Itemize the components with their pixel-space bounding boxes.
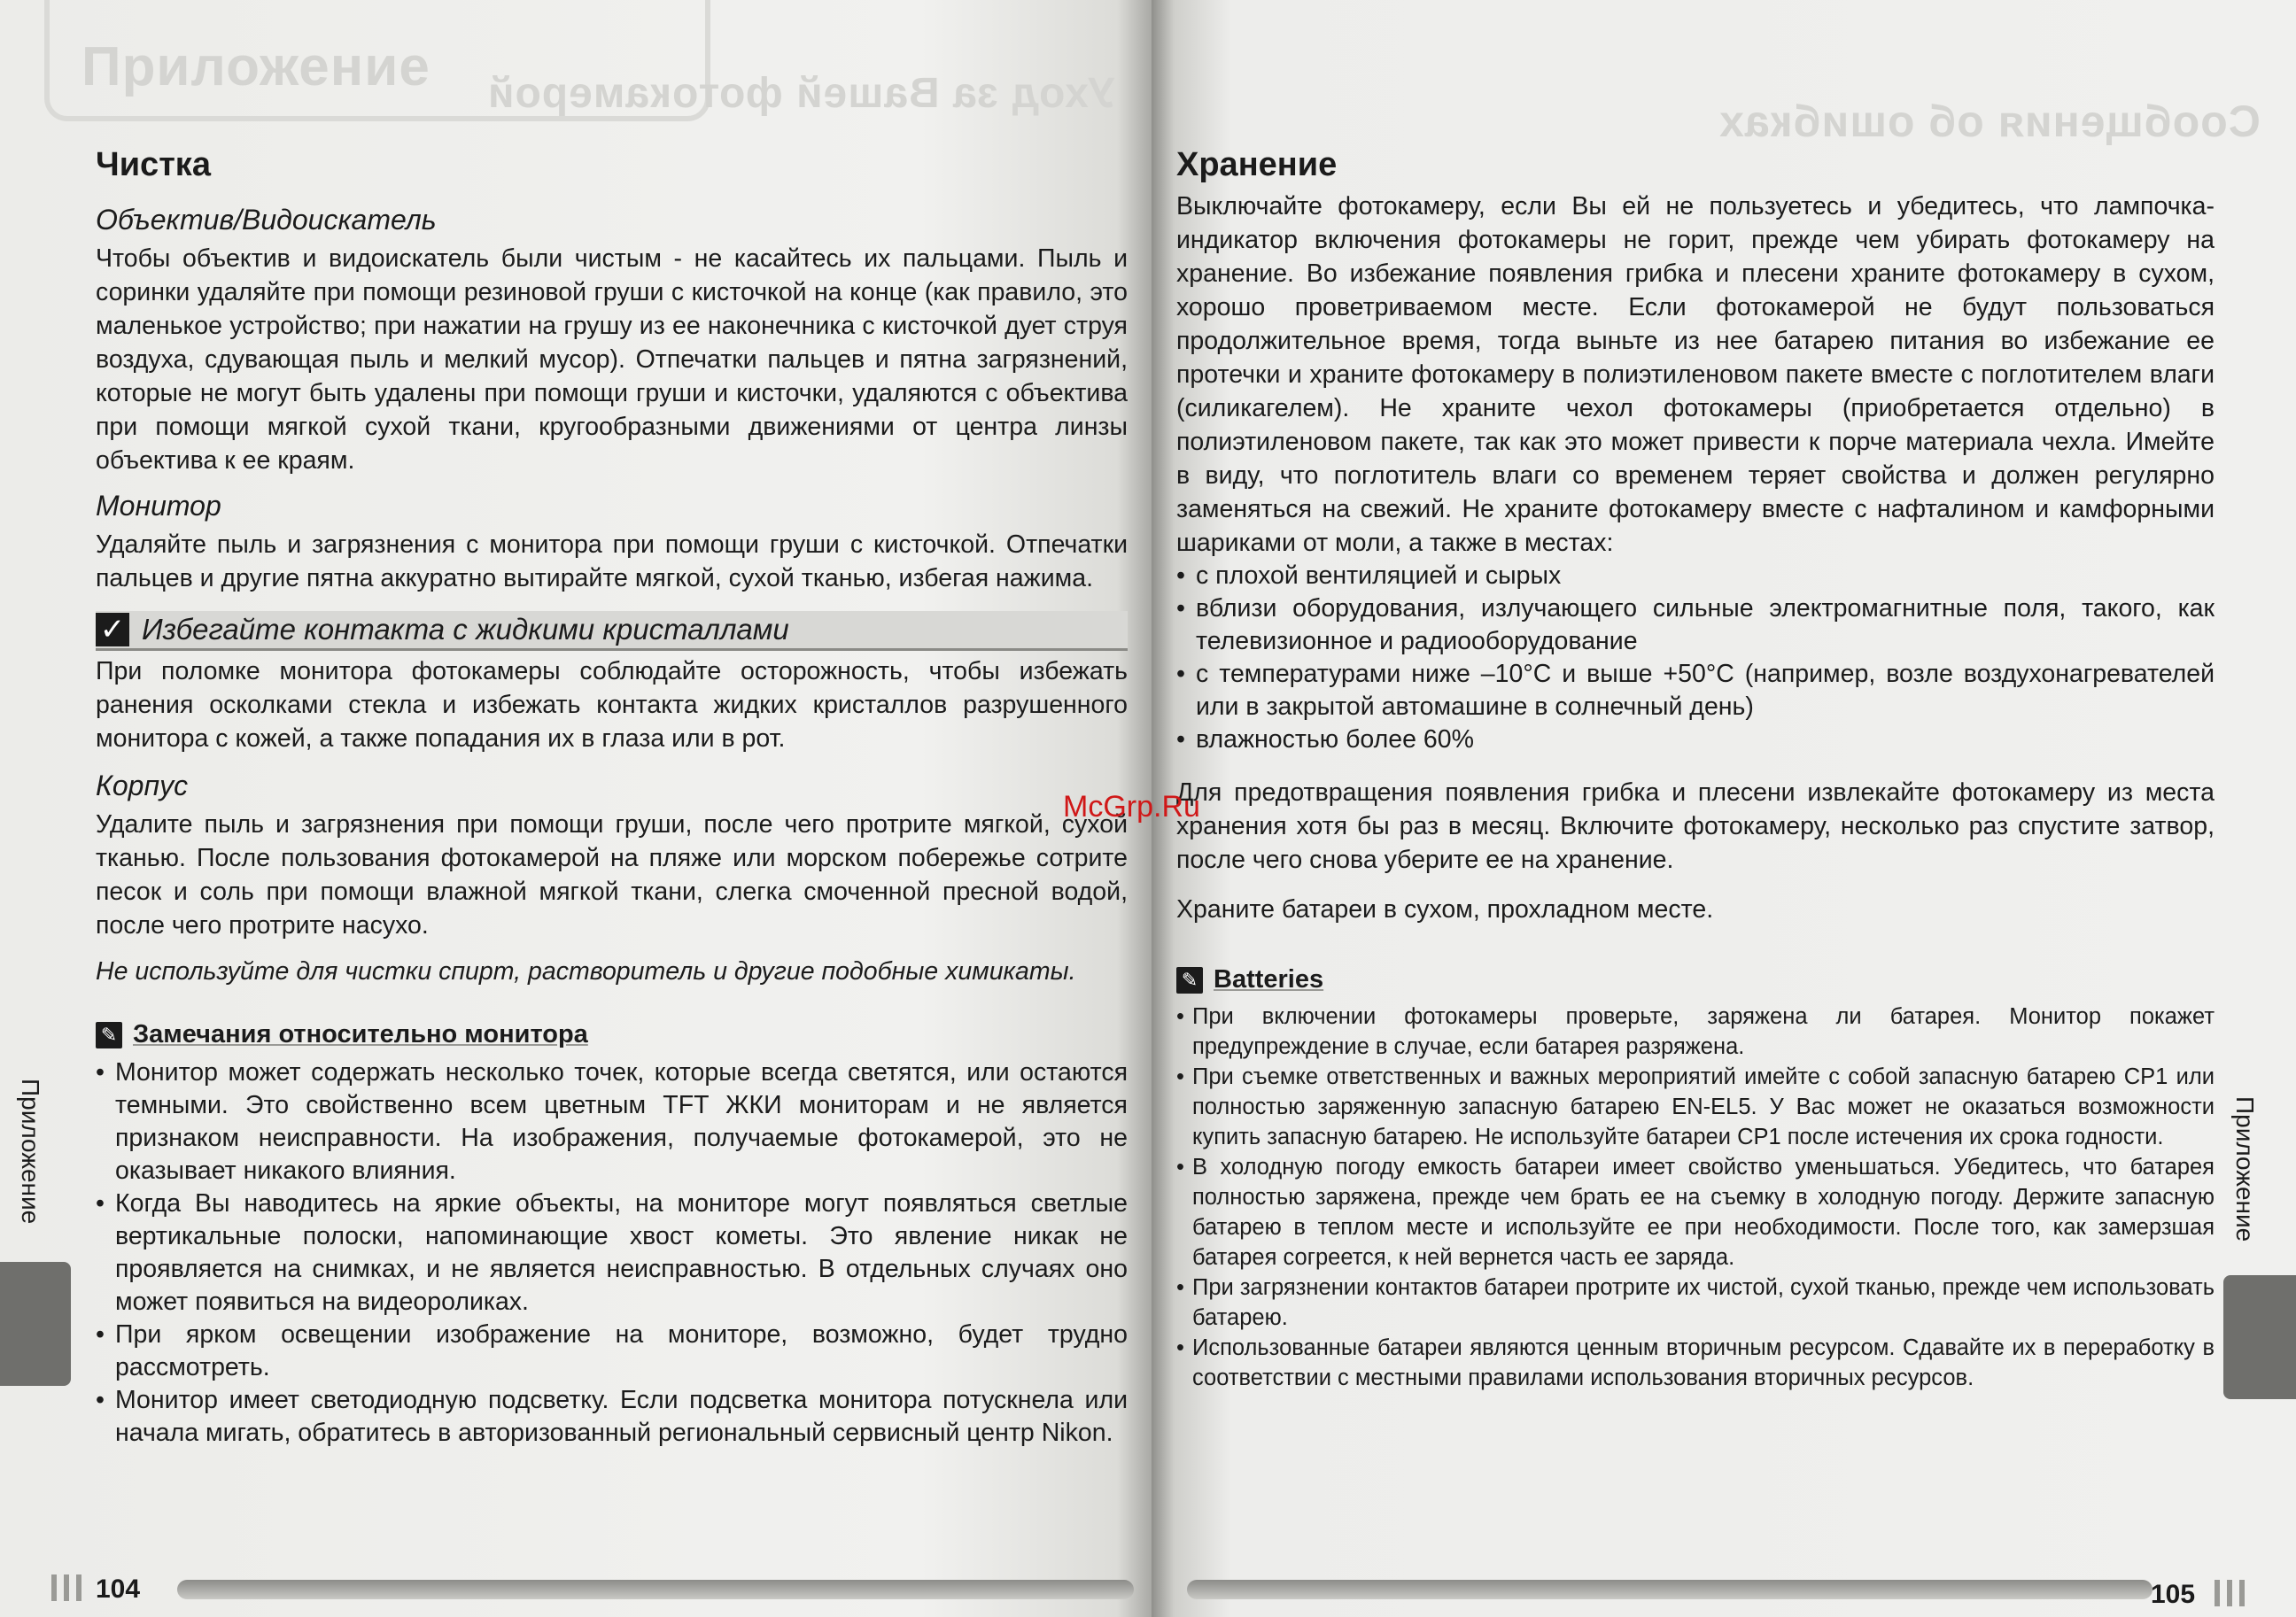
stripe — [51, 1574, 57, 1601]
batteries-notes-list — [1176, 1002, 2215, 1393]
list-item: • При съемке ответственных и важных мероприятий имейте с собой запасную батарею CP1 или полностью заряженную запасную батарею EN-EL5. У Вас может не оказаться возможности купить запасную батарею. Не используйте батареи CP1 после истечения их срока годности. — [1176, 1062, 2215, 1152]
stripe — [76, 1574, 81, 1601]
list-item: • При ярком освещении изображение на мониторе, возможно, будет трудно рассмотреть. — [96, 1319, 1128, 1384]
pencil-icon: ✎ — [96, 1022, 122, 1048]
bottom-bar-left — [177, 1580, 1134, 1599]
monitor-text: Удаляйте пыль и загрязнения с монитора при помощи груши с кисточкой. Отпечатки пальцев и другие пятна аккуратно вытирайте мягкой, сухой тканью, избегая нажима. — [96, 530, 1128, 592]
storage-heading: Хранение — [1176, 146, 1338, 183]
stripe — [64, 1574, 69, 1601]
ghost-section-title: Приложение — [81, 36, 430, 97]
pencil-icon: ✎ — [1176, 967, 1203, 994]
batteries-title: Batteries — [1214, 965, 1324, 994]
battery-storage-text: Храните батареи в сухом, прохладном месте. — [1176, 895, 1714, 924]
lens-heading: Объектив/Видоискатель — [96, 204, 437, 236]
list-item: • В холодную погоду емкость батареи имеет свойство уменьшаться. Убедитесь, что батарея полностью заряжена, прежде чем брать ее на съемку в холодную погоду. Держите запасную батарею в теплом месте и используйте ее при необходимости. После того, как замерзшая батарея согреется, к ней вернется часть ее заряда. — [1176, 1152, 2215, 1273]
body-heading: Корпус — [96, 770, 189, 801]
stripe — [2239, 1580, 2245, 1606]
storage-places-list — [1176, 560, 2215, 756]
page-number-right: 105 — [2151, 1580, 2196, 1609]
list-item: • Когда Вы наводитесь на яркие объекты, на мониторе могут появляться светлые вертикальные полоски, напоминающие хвост кометы. Это явление никак не проявляется на снимках, и не является неисправностью. В отдельных случаях оно может появиться на видеороликах. — [96, 1188, 1128, 1319]
monitor-notes-list — [96, 1056, 1128, 1450]
lcd-warning-header — [96, 611, 1128, 651]
stripe — [2215, 1580, 2220, 1606]
ghost-header-left: Уход за Вашей фотокамерой — [487, 70, 1115, 117]
list-item: • вблизи оборудования, излучающего сильные электромагнитные поля, такого, как телевизионное и радиооборудование — [1176, 592, 2215, 658]
lcd-warning-text: При поломке монитора фотокамеры соблюдайте осторожность, чтобы избежать ранения осколками стекла и избежать контакта жидких кристаллов разрушенного монитора с кожей, а также попадания их в глаза или в рот. — [96, 657, 1128, 753]
list-item: • При загрязнении контактов батареи протрите их чистой, сухой тканью, прежде чем использовать батарею. — [1176, 1273, 2215, 1333]
lens-text: Чтобы объектив и видоискатель были чистым - не касайтесь их пальцами. Пыль и соринки удаляйте при помощи резиновой груши с кисточкой на конце (как правило, это маленькое устройство; при нажатии на грушу из ее наконечника с кисточкой дует струя воздуха, сдувающая пыль и мелкий мусор). Отпечатки пальцев и пятна загрязнений, которые не могут быть удалены при помощи груши и кисточки, удаляются с объектива при помощи мягкой сухой ткани, кругообразными движениями от центра линзы объектива к ее краям. — [96, 244, 1128, 475]
stripe — [2227, 1580, 2232, 1606]
batteries-header — [1176, 965, 2215, 994]
list-item: • Использованные батареи являются ценным вторичным ресурсом. Сдавайте их в переработку в соответствии с местными правилами использования вторичных ресурсов. — [1176, 1333, 2215, 1393]
lcd-warning-title: Избегайте контакта с жидкими кристаллами — [142, 613, 789, 646]
cleaning-heading: Чистка — [96, 146, 211, 183]
list-item: • При включении фотокамеры проверьте, заряжена ли батарея. Монитор покажет предупреждение в случае, если батарея разряжена. — [1176, 1002, 2215, 1062]
watermark: McGrp.Ru — [1063, 790, 1200, 824]
monitor-notes-header — [96, 1020, 1128, 1049]
side-label-right: Приложение — [2231, 1096, 2259, 1242]
side-label-left: Приложение — [17, 1079, 44, 1225]
left-column — [96, 146, 1128, 1450]
side-tab-right — [2223, 1275, 2296, 1399]
monitor-heading: Монитор — [96, 490, 221, 522]
list-item: • Монитор может содержать несколько точек, которые всегда светятся, или остаются темными. Это свойственно всем цветным TFT ЖКИ мониторам и не является признаком неисправности. На изображения, получаемые фотокамерой, это не оказывает никакого влияния. — [96, 1056, 1128, 1188]
ghost-header-right: Сообщения об ошибках — [1718, 97, 2261, 146]
monitor-notes-title: Замечания относительно монитора — [133, 1020, 588, 1048]
list-item: • Монитор имеет светодиодную подсветку. Если подсветка монитора потускнела или начала мигать, обратитесь в авторизованный региональный сервисный центр Nikon. — [96, 1384, 1128, 1450]
page-number-left: 104 — [96, 1574, 141, 1604]
list-item: • с температурами ниже –10°C и выше +50°C (например, возле воздухонагревателей или в закрытой автомашине в солнечный день) — [1176, 658, 2215, 723]
storage-text: Выключайте фотокамеру, если Вы ей не пользуетесь и убедитесь, что лампочка-индикатор включения фотокамеры не горит, прежде чем убирать фотокамеру на хранение. Во избежание появления грибка и плесени храните фотокамеру в сухом, хорошо проветриваемом месте. Если фотокамерой не будут пользоваться продолжительное время, тогда выньте из нее батарею питания во избежание ее протечки и храните фотокамеру в полиэтиленовом пакете вместе с поглотителем влаги (силикагелем). Не храните чехол фотокамеры (приобретается отдельно) в полиэтиленовом пакете, так как это может привести к порче материала чехла. Имейте в виду, что поглотитель влаги со временем теряет свойства и должен регулярно заменяться на свежий. Не храните фотокамеру вместе с нафталином и камфорными шариками от моли, а также в местах: — [1176, 192, 2215, 557]
right-column — [1176, 146, 2215, 1393]
list-item: • с плохой вентиляцией и сырых — [1176, 560, 2215, 592]
side-tab-left — [0, 1262, 71, 1386]
right-page — [1152, 0, 2296, 1617]
list-item: • влажностью более 60% — [1176, 723, 2215, 756]
chemicals-note: Не используйте для чистки спирт, растворитель и другие подобные химикаты. — [96, 957, 1076, 986]
checkmark-icon: ✓ — [96, 613, 129, 646]
bottom-bar-right — [1187, 1580, 2152, 1599]
mold-text: Для предотвращения появления грибка и плесени извлекайте фотокамеру из места хранения хотя бы раз в месяц. Включите фотокамеру, несколько раз спустите затвор, после чего снова уберите ее на хранение. — [1176, 778, 2215, 874]
body-text: Удалите пыль и загрязнения при помощи груши, после чего протрите мягкой, сухой тканью. После пользования фотокамерой на пляже или морском побережье сотрите песок и соль при помощи влажной мягкой ткани, слегка смоченной пресной водой, после чего протрите насухо. — [96, 810, 1128, 940]
